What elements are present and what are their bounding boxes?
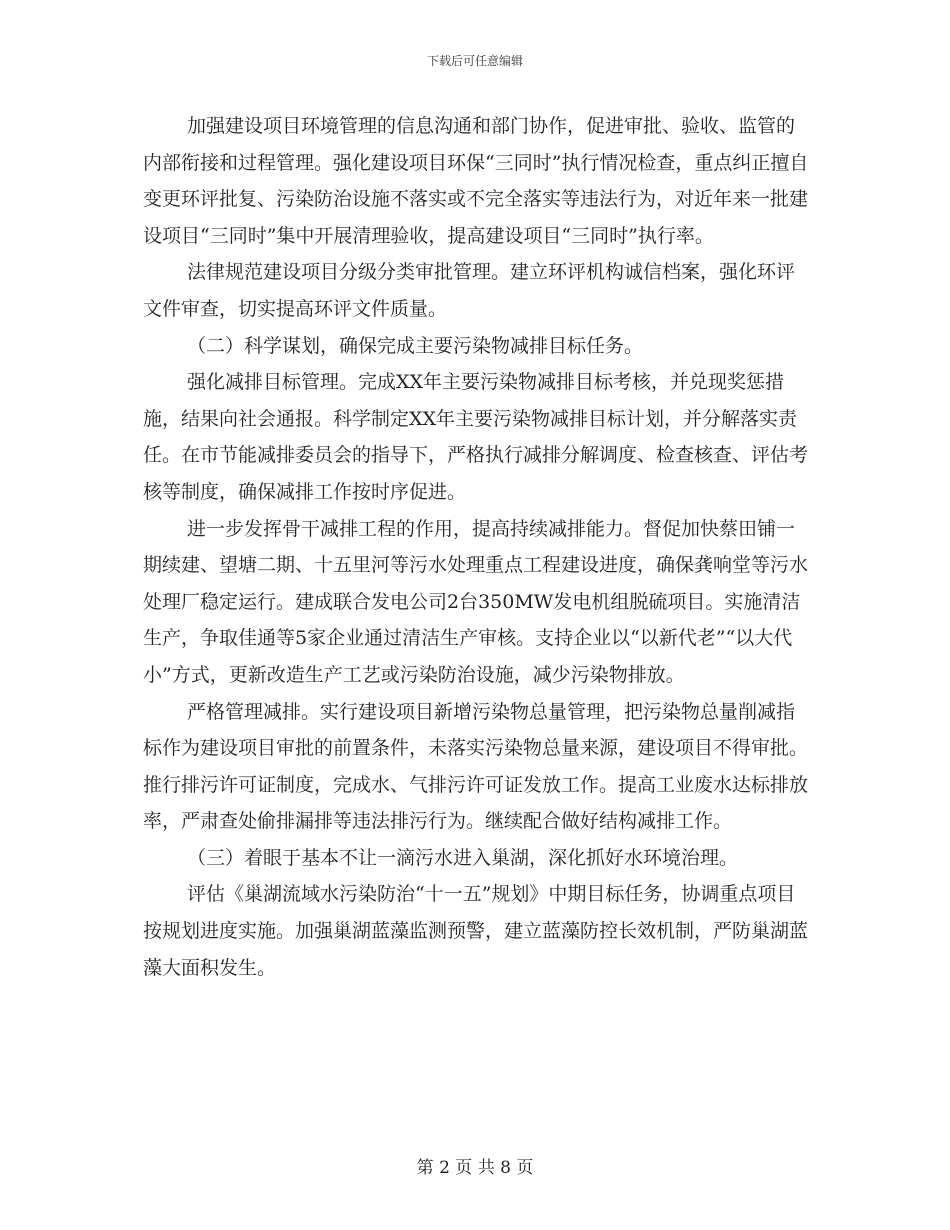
paragraph-strict-management: 严格管理减排。实行建设项目新增污染物总量管理，把污染物总量削减指标作为建设项目审批的前置条件，未落实污染物总量来源，建设项目不得审批。推行排污许可证制度，完成水、气排污许可证发放工作。提高工业废水达标排放率，严肃查处偷排漏排等违法排污行为。继续配合做好结构减排工作。: [143, 700, 809, 833]
page-number: 第 2 页 共 8 页: [416, 1158, 534, 1178]
paragraph-key-projects: 进一步发挥骨干减排工程的作用，提高持续减排能力。督促加快蔡田铺一期续建、望塘二期、十五里河等污水处理重点工程建设进度，确保龚响堂等污水处理厂稳定运行。建成联合发电公司2台350MW发电机组脱硫项目。实施清洁生产，争取佳通等5家企业通过清洁生产审核。支持企业以“以新代老”“以大代小”方式，更新改造生产工艺或污染防治设施，减少污染物排放。: [143, 517, 809, 686]
section-heading-3: （三）着眼于基本不让一滴污水进入巢湖，深化抓好水环境治理。: [187, 846, 739, 869]
document-body: [143, 108, 811, 986]
page-header: 下载后可任意编辑: [426, 54, 523, 68]
paragraph-chaohu-plan: 评估《巢湖流域水污染防治“十一五”规划》中期目标任务，协调重点项目按规划进度实施。加强巢湖蓝藻监测预警，建立蓝藻防控长效机制，严防巢湖蓝藻大面积发生。: [143, 883, 809, 979]
paragraph-env-management: 加强建设项目环境管理的信息沟通和部门协作，促进审批、验收、监管的内部衔接和过程管理。强化建设项目环保“三同时”执行情况检查，重点纠正擅自变更环评批复、污染防治设施不落实或不完全落实等违法行为，对近年来一批建设项目“三同时”集中开展清理验收，提高建设项目“三同时”执行率。: [143, 115, 809, 247]
section-heading-2: （二）科学谋划，确保完成主要污染物减排目标任务。: [187, 334, 644, 357]
paragraph-emission-targets: 强化减排目标管理。完成XX年主要污染物减排目标考核，并兑现奖惩措施，结果向社会通报。科学制定XX年主要污染物减排目标计划，并分解落实责任。在市节能减排委员会的指导下，严格执行减排分解调度、检查核查、评估考核等制度，确保减排工作按时序促进。: [143, 371, 809, 503]
paragraph-approval-management: 法律规范建设项目分级分类审批管理。建立环评机构诚信档案，强化环评文件审查，切实提高环评文件质量。: [143, 261, 796, 320]
